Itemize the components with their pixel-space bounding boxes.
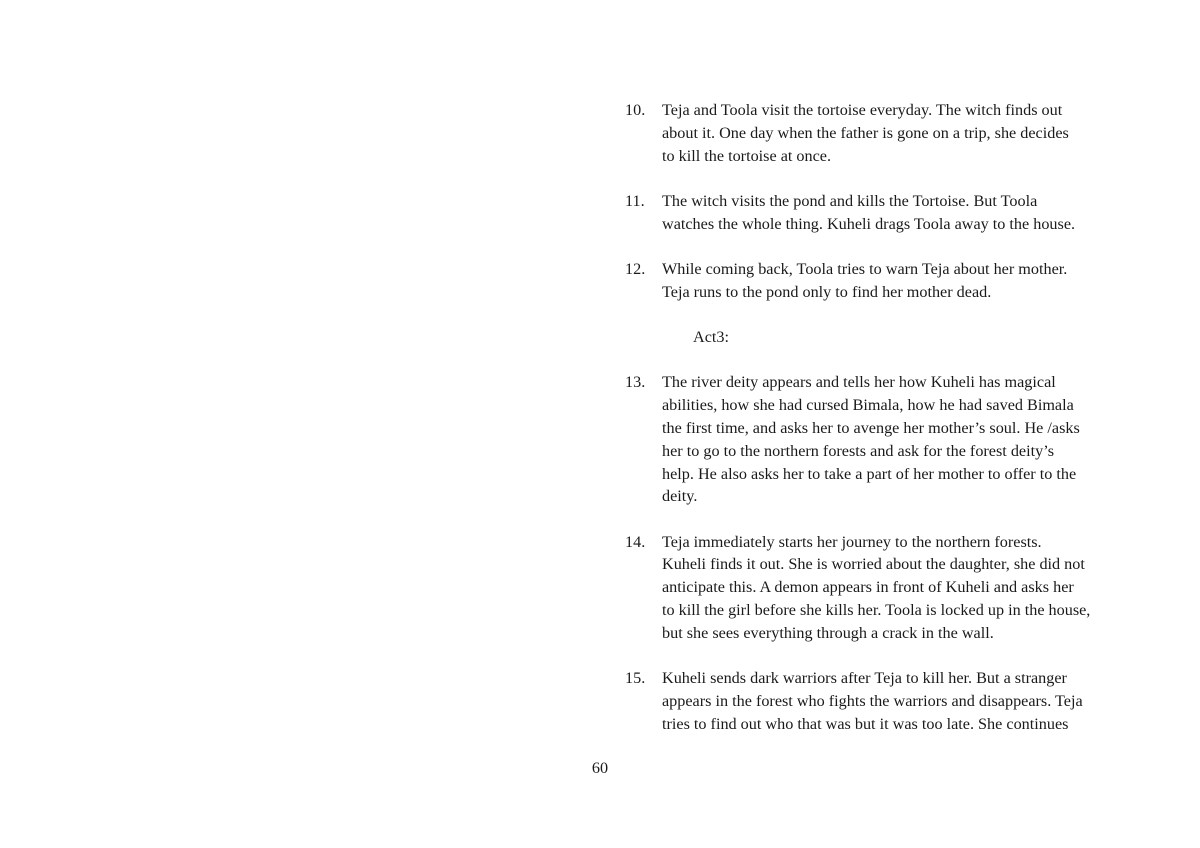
item-line: The witch visits the pond and kills the Tortoise. But Toola <box>662 191 1038 210</box>
list-item-10 <box>625 99 1105 167</box>
page-number: 60 <box>591 759 609 777</box>
item-number: 14. <box>625 532 646 551</box>
item-line: Teja runs to the pond only to find her mother dead. <box>662 282 992 301</box>
list-item-13 <box>625 371 1105 508</box>
item-line: watches the whole thing. Kuheli drags Toola away to the house. <box>662 214 1076 233</box>
item-line: The river deity appears and tells her how Kuheli has magical <box>662 373 1056 392</box>
item-line: Kuheli sends dark warriors after Teja to kill her. But a stranger <box>662 669 1067 688</box>
item-line: appears in the forest who fights the warriors and disappears. Teja <box>662 691 1083 710</box>
list-item-15 <box>625 667 1105 735</box>
item-line: the first time, and asks her to avenge her mother’s soul. He /asks <box>662 418 1080 437</box>
act-heading: Act3: <box>693 328 729 347</box>
list-item-12 <box>625 258 1105 304</box>
item-number: 13. <box>625 373 646 392</box>
item-line: about it. One day when the father is gone on a trip, she decides <box>662 123 1069 142</box>
list-item-11 <box>625 190 1105 236</box>
item-line: tries to find out who that was but it was too late. She continues <box>662 714 1069 733</box>
item-number: 10. <box>625 101 646 119</box>
item-line: to kill the girl before she kills her. Toola is locked up in the house, <box>662 601 1091 620</box>
item-number: 15. <box>625 669 646 688</box>
item-line: but she sees everything through a crack in the wall. <box>662 623 994 642</box>
item-line: deity. <box>662 487 698 506</box>
item-number: 11. <box>625 191 645 210</box>
item-line: her to go to the northern forests and ask for the forest deity’s <box>662 441 1054 460</box>
item-line: Teja and Toola visit the tortoise everyday. The witch finds out <box>662 101 1063 119</box>
item-line: Teja immediately starts her journey to the northern forests. <box>662 532 1042 551</box>
item-line: Kuheli finds it out. She is worried about the daughter, she did not <box>662 555 1085 574</box>
list-item-14 <box>625 531 1105 645</box>
item-line: abilities, how she had cursed Bimala, how he had saved Bimala <box>662 396 1074 415</box>
item-line: anticipate this. A demon appears in front of Kuheli and asks her <box>662 578 1074 597</box>
page-content <box>625 99 1105 758</box>
item-number: 12. <box>625 259 646 278</box>
item-line: While coming back, Toola tries to warn Teja about her mother. <box>662 259 1068 278</box>
item-line: to kill the tortoise at once. <box>662 146 832 165</box>
item-line: help. He also asks her to take a part of her mother to offer to the <box>662 464 1077 483</box>
